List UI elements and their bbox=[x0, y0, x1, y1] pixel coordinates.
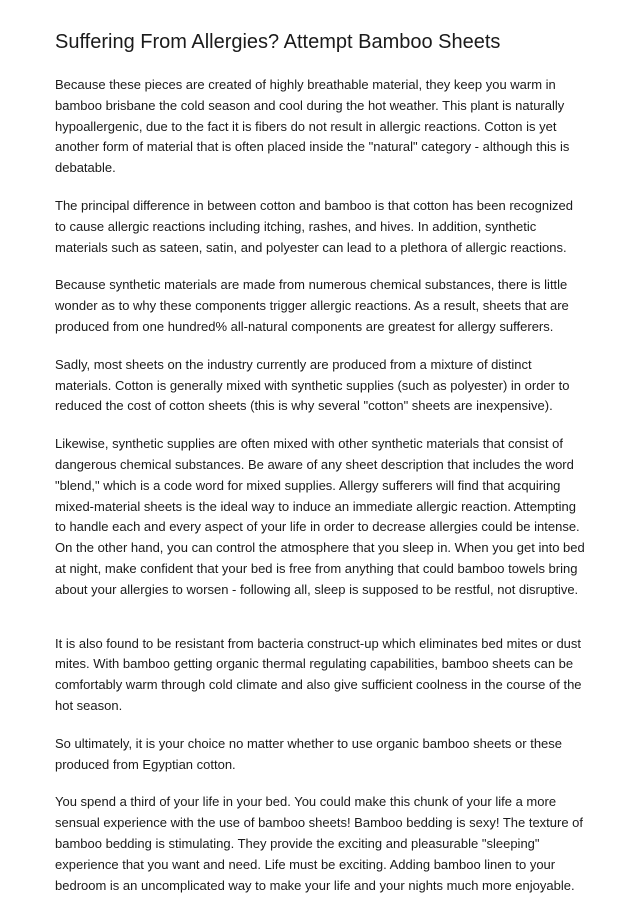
paragraph-7: So ultimately, it is your choice no matter whether to use organic bamboo sheets or these produced from Egyptian cotton. bbox=[55, 735, 563, 772]
document-title: Suffering From Allergies? Attempt Bamboo Sheets bbox=[55, 31, 501, 53]
paragraph-1: Because these pieces are created of highly breathable material, they keep you warm in bamboo brisbane the cold season and cool during the hot weather. This plant is naturally hypoallergenic, due to the fact it is fibers do not result in allergic reactions. Cotton is yet another form of material that is often placed inside the "natural" category - although this is debatable. bbox=[55, 77, 570, 176]
paragraph-2: The principal difference in between cotton and bamboo is that cotton has been recognized to cause allergic reactions including itching, rashes, and hives. In addition, synthetic materials such as sateen, satin, and polyester can lead to a plethora of allergic reactions. bbox=[55, 197, 573, 255]
spacer bbox=[55, 338, 585, 355]
paragraph-6: It is also found to be resistant from bacteria construct-up which eliminates bed mites or dust mites. With bamboo getting organic thermal regulating capabilities, bamboo sheets can be comfortably warm through cold climate and also give sufficient coolness in the course of the hot season. bbox=[55, 635, 582, 713]
paragraph-8: You spend a third of your life in your bed. You could make this chunk of your life a more sensual experience with the use of bamboo sheets! Bamboo bedding is sexy! The texture of bamboo bedding is stimulating. They provide the exciting and pleasurable "sleeping" experience that you want and need. Life must be exciting. Adding bamboo linen to your bedroom is an uncomplicated way to make your life and your nights much more enjoyable. bbox=[55, 794, 584, 893]
paragraph-5: Likewise, synthetic supplies are often mixed with other synthetic materials that consist of dangerous chemical substances. Be aware of any sheet description that includes the word "blend," which is a code word for mixed supplies. Allergy sufferers will find that acquiring mixed-material sheets is the ideal way to induce an immediate allergic reaction. Attempting to handle each and every aspect of your life in order to decrease allergies could be intense. On the other hand, you can control the atmosphere that you sleep in. When you get into bed at night, make confident that your bed is free from anything that could bamboo towels bring about your allergies to worsen - following all, sleep is supposed to be restful, not disruptive. bbox=[55, 436, 585, 597]
spacer bbox=[55, 717, 585, 734]
spacer bbox=[55, 601, 585, 634]
document-page bbox=[55, 0, 585, 896]
spacer bbox=[55, 179, 585, 196]
spacer bbox=[55, 775, 585, 792]
paragraph-3: Because synthetic materials are made from numerous chemical substances, there is little wonder as to why these components trigger allergic reactions. As a result, sheets that are produced from one hundred% all-natural components are greatest for allergy sufferers. bbox=[55, 277, 569, 334]
spacer bbox=[55, 417, 585, 434]
paragraph-4: Sadly, most sheets on the industry currently are produced from a mixture of distinct materials. Cotton is generally mixed with synthetic supplies (such as polyester) in order to reduced the cost of cotton sheets (this is why several "cotton" sheets are inexpensive). bbox=[55, 356, 570, 414]
spacer bbox=[55, 54, 585, 75]
spacer bbox=[55, 258, 585, 275]
